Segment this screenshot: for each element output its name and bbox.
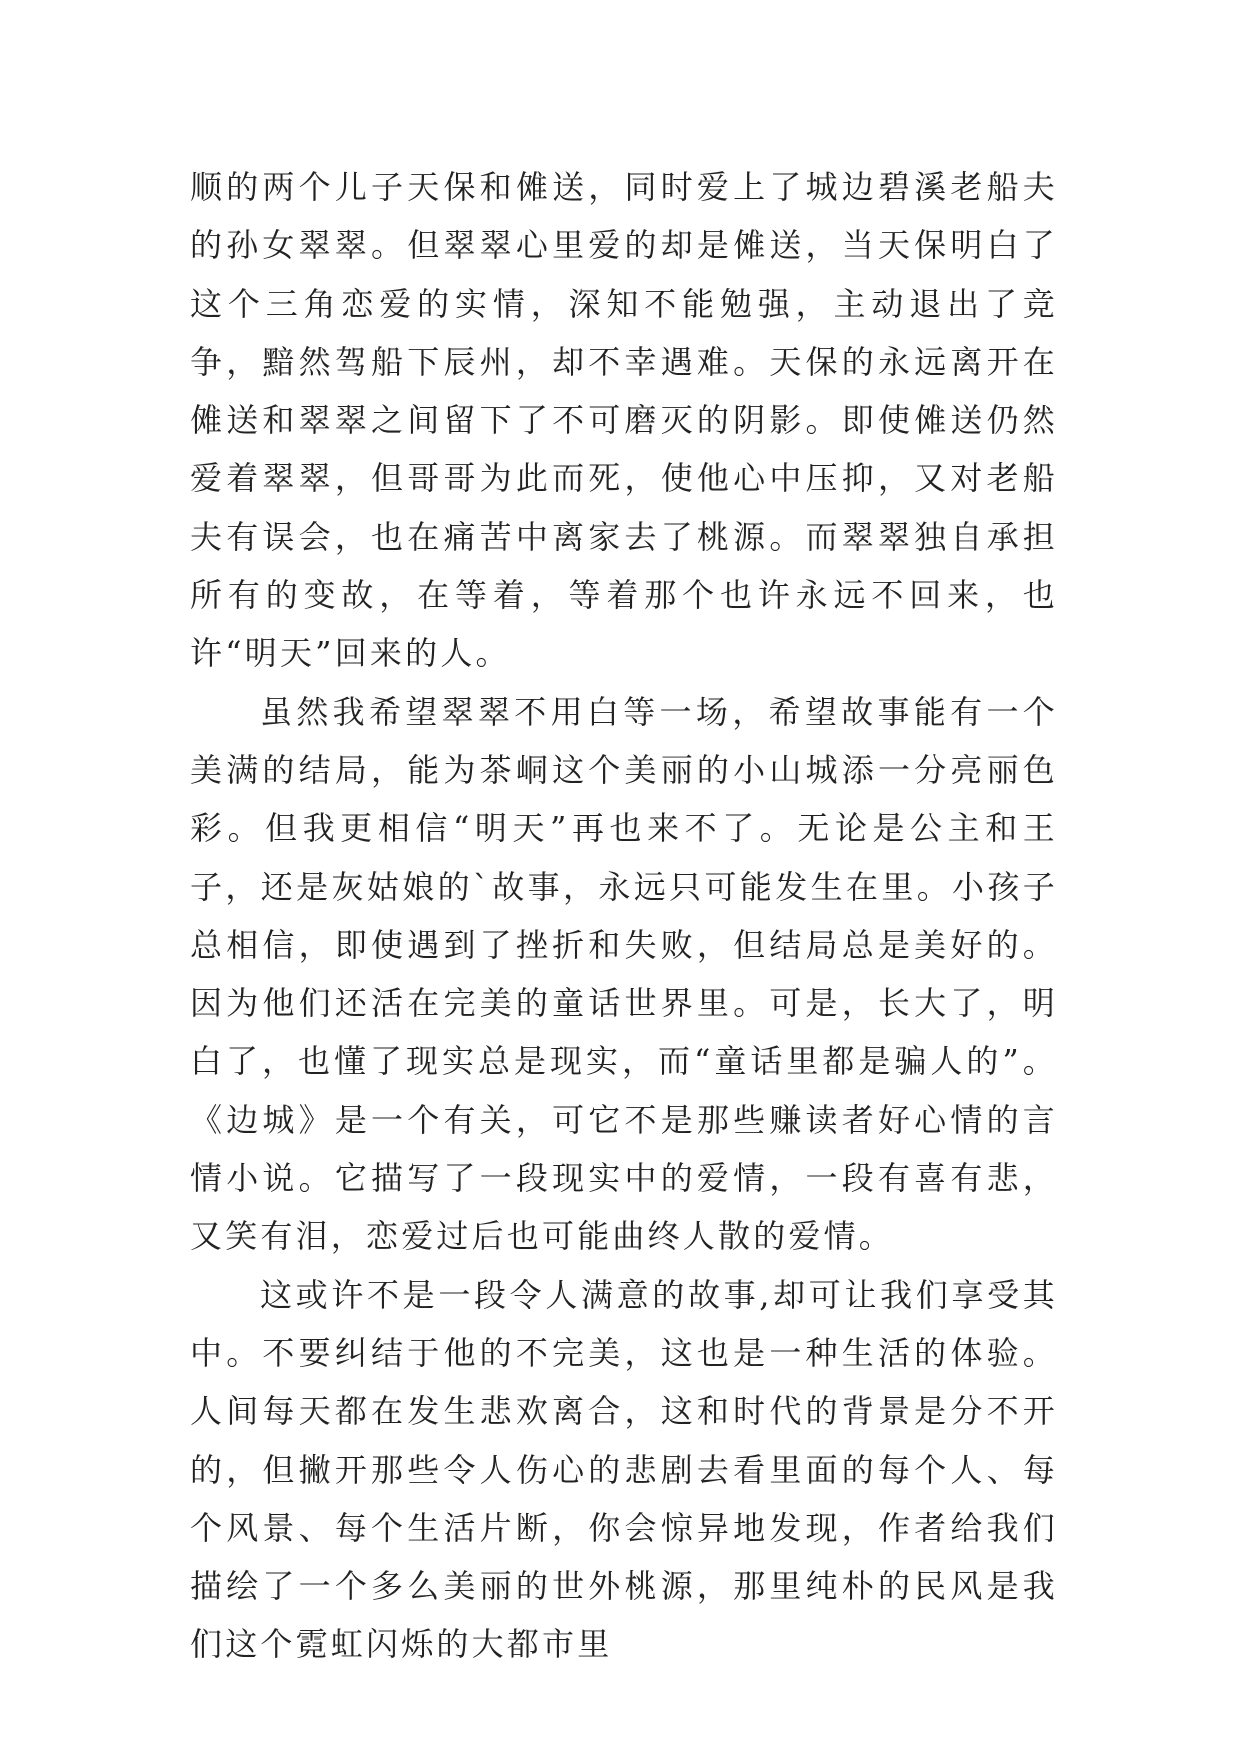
paragraph-2: 虽然我希望翠翠不用白等一场，希望故事能有一个美满的结局，能为茶峒这个美丽的小山城添一分亮丽色彩。但我更相信“明天”再也来不了。无论是公主和王子，还是灰姑娘的`故事，永远只可能发生在里。小孩子总相信，即使遇到了挫折和失败，但结局总是美好的。因为他们还活在完美的童话世界里。可是，长大了，明白了，也懂了现实总是现实，而“童话里都是骗人的”。《边城》是一个有关，可它不是那些赚读者好心情的言情小说。它描写了一段现实中的爱情，一段有喜有悲，又笑有泪，恋爱过后也可能曲终人散的爱情。 (190, 692, 1058, 1256)
essay-body (190, 158, 1058, 1674)
paragraph-1: 顺的两个儿子天保和傩送，同时爱上了城边碧溪老船夫的孙女翠翠。但翠翠心里爱的却是傩送，当天保明白了这个三角恋爱的实情，深知不能勉强，主动退出了竞争，黯然驾船下辰州，却不幸遇难。天保的永远离开在傩送和翠翠之间留下了不可磨灭的阴影。即使傩送仍然爱着翠翠，但哥哥为此而死，使他心中压抑，又对老船夫有误会，也在痛苦中离家去了桃源。而翠翠独自承担所有的变故，在等着，等着那个也许永远不回来，也许“明天”回来的人。 (190, 168, 1058, 673)
paragraph-3: 这或许不是一段令人满意的故事,却可让我们享受其中。不要纠结于他的不完美，这也是一种生活的体验。人间每天都在发生悲欢离合，这和时代的背景是分不开的，但撇开那些令人伤心的悲剧去看里面的每个人、每个风景、每个生活片断，你会惊异地发现，作者给我们描绘了一个多么美丽的世外桃源，那里纯朴的民风是我们这个霓虹闪烁的大都市里 (190, 1275, 1058, 1664)
